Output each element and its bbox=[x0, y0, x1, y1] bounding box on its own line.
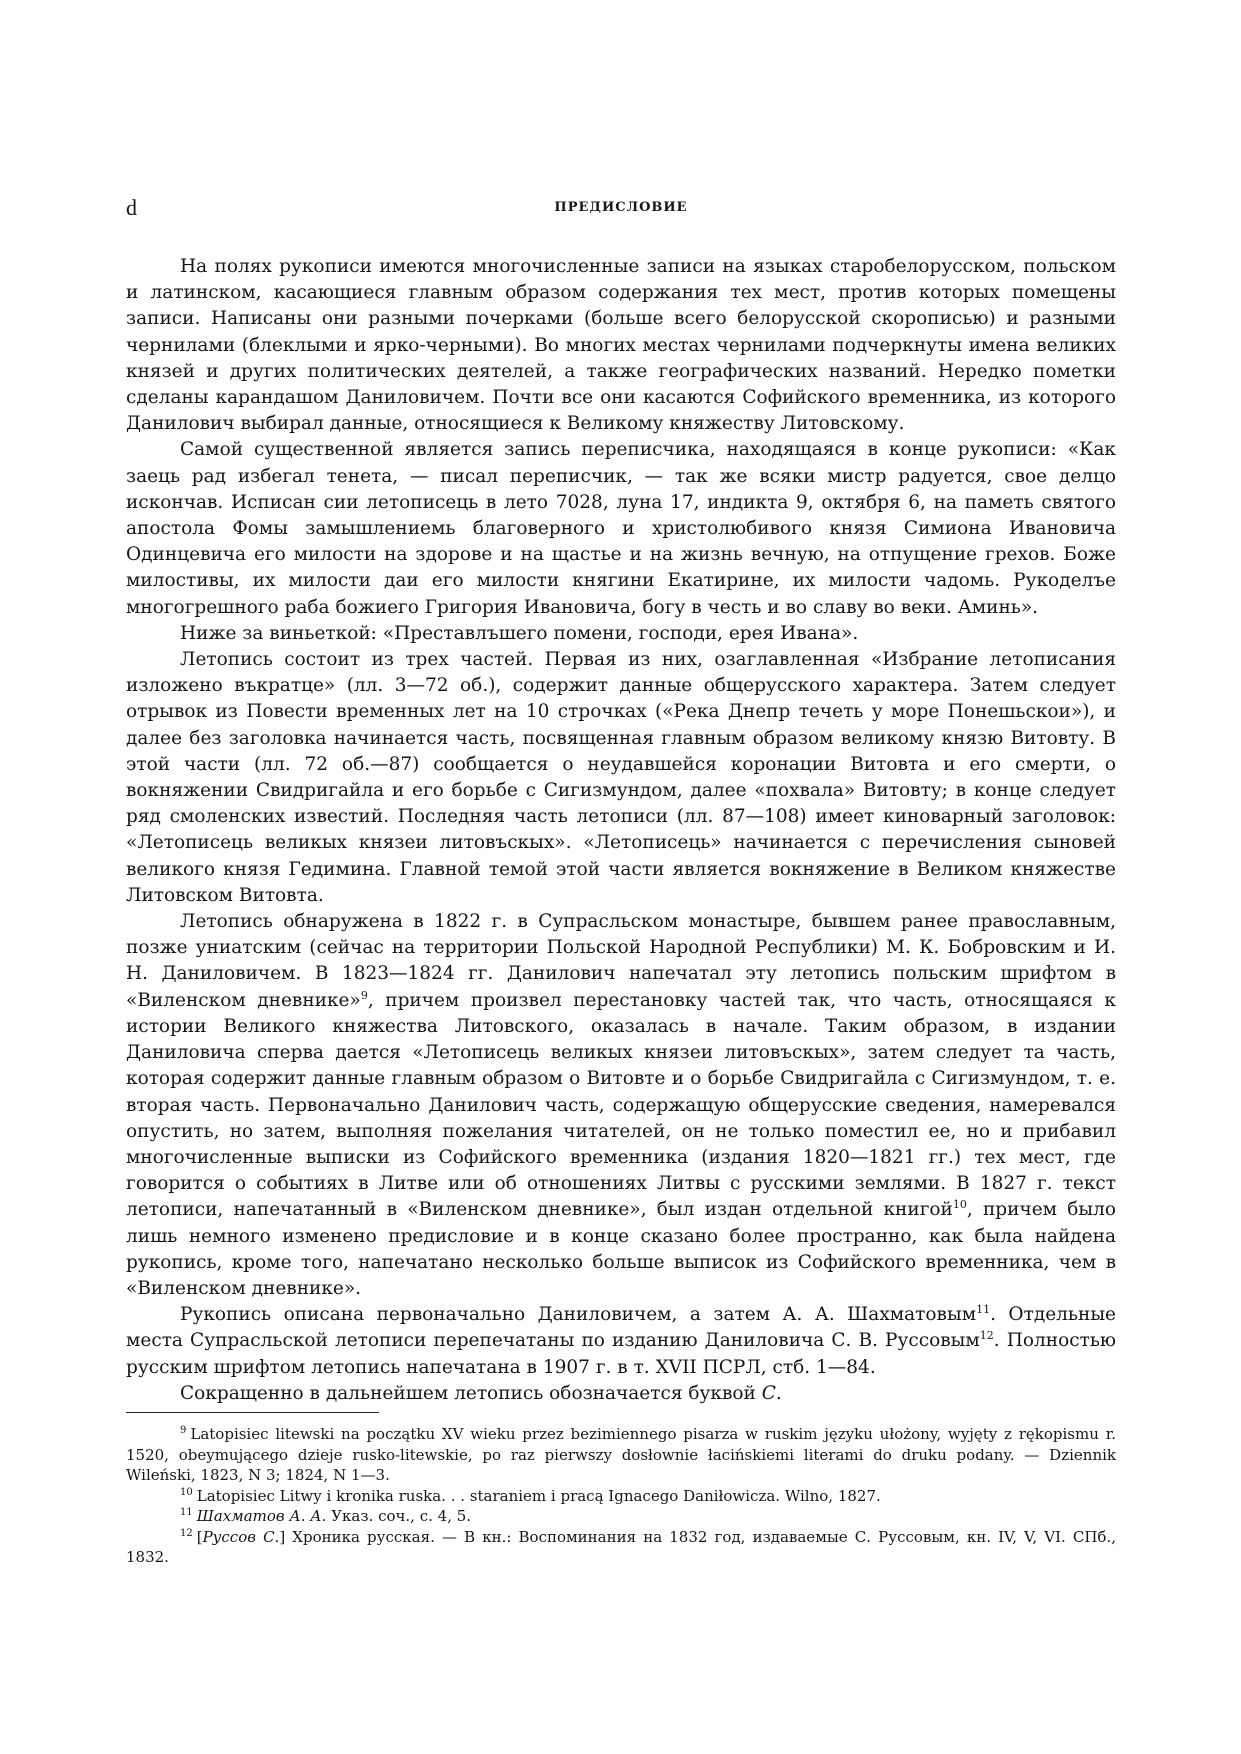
page-letter: d bbox=[126, 195, 137, 220]
footnotes bbox=[126, 1424, 1116, 1568]
footnote-ref: 9 bbox=[360, 988, 368, 1002]
footnote-ref: 10 bbox=[952, 1198, 967, 1212]
paragraph-text: Рукопись описана первоначально Даниловичем, а затем А. А. Шахматовым bbox=[180, 1304, 977, 1326]
footnote bbox=[126, 1424, 1116, 1486]
footnote-text: Хроника русская. — В кн.: Воспоминания на 1832 год, издаваемые С. Руссовым, кн. IV, V, VI. СПб., 1832. bbox=[126, 1527, 1117, 1566]
footnote-divider bbox=[126, 1412, 379, 1413]
paragraph: Самой существенной является запись переписчика, находящаяся в конце рукописи: «Как заець рад избегал тенета, — писал переписчик, — так же всяки мистр радуется, свое делцо искончав. Исписан сии летописець в лето 7028, луна 17, индикта 9, октября 6, на паметь святого апостола Фомы замышлениемь благоверного и христолюбивого князя Симиона Ивановича Одинцевича его милости на здорове и на щастье и на жизнь вечную, на отпущение грехов. Боже милостивы, их милости даи его милости княгини Екатирине, их милости чадомь. Рукоделъе многогрешного раба божиего Григория Ивановича, богу в честь и во славу во веки. Аминь». bbox=[126, 439, 1116, 618]
running-head: ПРЕДИСЛОВИЕ bbox=[554, 200, 688, 215]
footnote-ref: 12 bbox=[979, 1329, 994, 1343]
footnote-number: 9 bbox=[180, 1425, 187, 1436]
footnote bbox=[126, 1506, 1116, 1527]
paragraph-text: , причем произвел перестановку частей так, что часть, относящаяся к истории Великого княжества Литовского, оказалась в начале. Таким образом, в издании Даниловича сперва дается «Летописець великых князеи литовъскых», затем следует та часть, которая содержит данные главным образом о Витовте и о борьбе Свидригайла с Сигизмундом, т. е. вторая часть. Первоначально Данилович часть, содержащую общерусские сведения, намеревался опустить, но затем, выполняя пожелания читателей, он не только поместил ее, но и прибавил многочисленные выписки из Софийского временника (издания 1820—1821 гг.) тех мест, где говорится о событиях в Литве или об отношениях Литвы с русскими землями. В 1827 г. текст летописи, напечатанный в «Виленском дневнике», был издан отдельной книгой bbox=[126, 989, 1116, 1221]
main-text bbox=[126, 254, 1116, 1407]
paragraph bbox=[126, 909, 1116, 1302]
paragraph: Ниже за виньеткой: «Преставлъшего помени, господи, ерея Ивана». bbox=[180, 622, 859, 644]
paragraph-text: Летопись обнаружена в 1822 г. в Супрасльском монастыре, бывшем ранее православным, позже униатским (сейчас на территории Польской Народной Республики) М. К. Бобровским и И. Н. Даниловичем. В 1823—1824 гг. Данилович напечатал эту летопись польским шрифтом в «Виленском дневнике» bbox=[126, 911, 1116, 1011]
abbreviation-letter: С bbox=[761, 1382, 776, 1404]
paragraph-text: . Отдельные места Супрасльской летописи перепечатаны по изданию Даниловича С. В. Руссовым bbox=[126, 1304, 1116, 1352]
footnote-text: Latopisiec litewski na początku XV wieku przez bezimiennego pisarza w ruskim języku ułożony, wyjęty z rękopismu r. 1520, obeymującego dzieje rusko-litewskie, po raz pierwszy dosłownie łacińskiemi literami do druku podany. — Dziennik Wileński, 1823, N 3; 1824, N 1—3. bbox=[126, 1425, 1116, 1484]
footnote-author: Руссов С. bbox=[202, 1527, 280, 1546]
paragraph: Летопись состоит из трех частей. Первая из них, озаглавленная «Избрание летописания изложено въкратце» (лл. 3—72 об.), содержит данные общерусского характера. Затем следует отрывок из Повести временных лет на 10 строчках («Река Днепр течеть у море Понешьскои»), и далее без заголовка начинается часть, посвященная главным образом великому князю Витовту. В этой части (лл. 72 об.—87) сообщается о неудавшейся коронации Витовта и его смерти, о вокняжении Свидригайла и его борьбе с Сигизмундом, далее «похвала» Витовту; в конце следует ряд смоленских известий. Последняя часть летописи (лл. 87—108) имеет киноварный заголовок: «Летописець великых князеи литовъскых». «Летописець» начинается с перечисления сыновей великого князя Гедимина. Главной темой этой части является вокняжение в Великом княжестве Литовском Витовта. bbox=[126, 649, 1116, 906]
footnote-author: Шахматов А. А. bbox=[196, 1507, 327, 1525]
paragraph-text: , причем было лишь немного изменено предисловие и в конце сказано более пространно, как была найдена рукопись, кроме того, напечатано несколько больше выписок из Софийского временника, чем в «Виленском дневнике». bbox=[126, 1199, 1116, 1299]
footnote-bracket: ] bbox=[279, 1527, 286, 1546]
paragraph-text: . Полностью русским шрифтом летопись напечатана в 1907 г. в т. XVII ПСРЛ, стб. 1—84. bbox=[126, 1330, 1117, 1378]
paragraph: На полях рукописи имеются многочисленные записи на языках старобелорусском, польском и латинском, касающиеся главным образом содержания тех мест, против которых помещены записи. Написаны они разными почерками (больше всего белорусской скорописью) и разными чернилами (блеклыми и ярко-черными). Во многих местах чернилами подчеркнуты имена великих князей и других политических деятелей, а также географических названий. Нередко пометки сделаны карандашом Даниловичем. Почти все они касаются Софийского временника, из которого Данилович выбирал данные, относящиеся к Великому княжеству Литовскому. bbox=[126, 256, 1116, 435]
footnote-text: Latopisiec Litwy i kronika ruska. . . staraniem i pracą Ignacego Daniłowicza. Wilno, 1827. bbox=[196, 1486, 881, 1505]
footnote bbox=[126, 1527, 1116, 1568]
footnote-number: 11 bbox=[180, 1507, 193, 1518]
page-header bbox=[126, 196, 1116, 220]
footnote-bracket: [ bbox=[196, 1527, 203, 1546]
footnote-number: 10 bbox=[180, 1486, 193, 1498]
paragraph-text: . bbox=[775, 1382, 782, 1404]
paragraph-text: Сокращенно в дальнейшем летопись обозначается буквой bbox=[180, 1382, 756, 1404]
paragraph bbox=[126, 1302, 1116, 1381]
footnote bbox=[126, 1486, 1116, 1507]
footnote-ref: 11 bbox=[976, 1302, 991, 1316]
footnote-number: 12 bbox=[180, 1527, 193, 1539]
footnote-text: Указ. соч., с. 4, 5. bbox=[326, 1507, 472, 1525]
paragraph bbox=[126, 1381, 1116, 1407]
